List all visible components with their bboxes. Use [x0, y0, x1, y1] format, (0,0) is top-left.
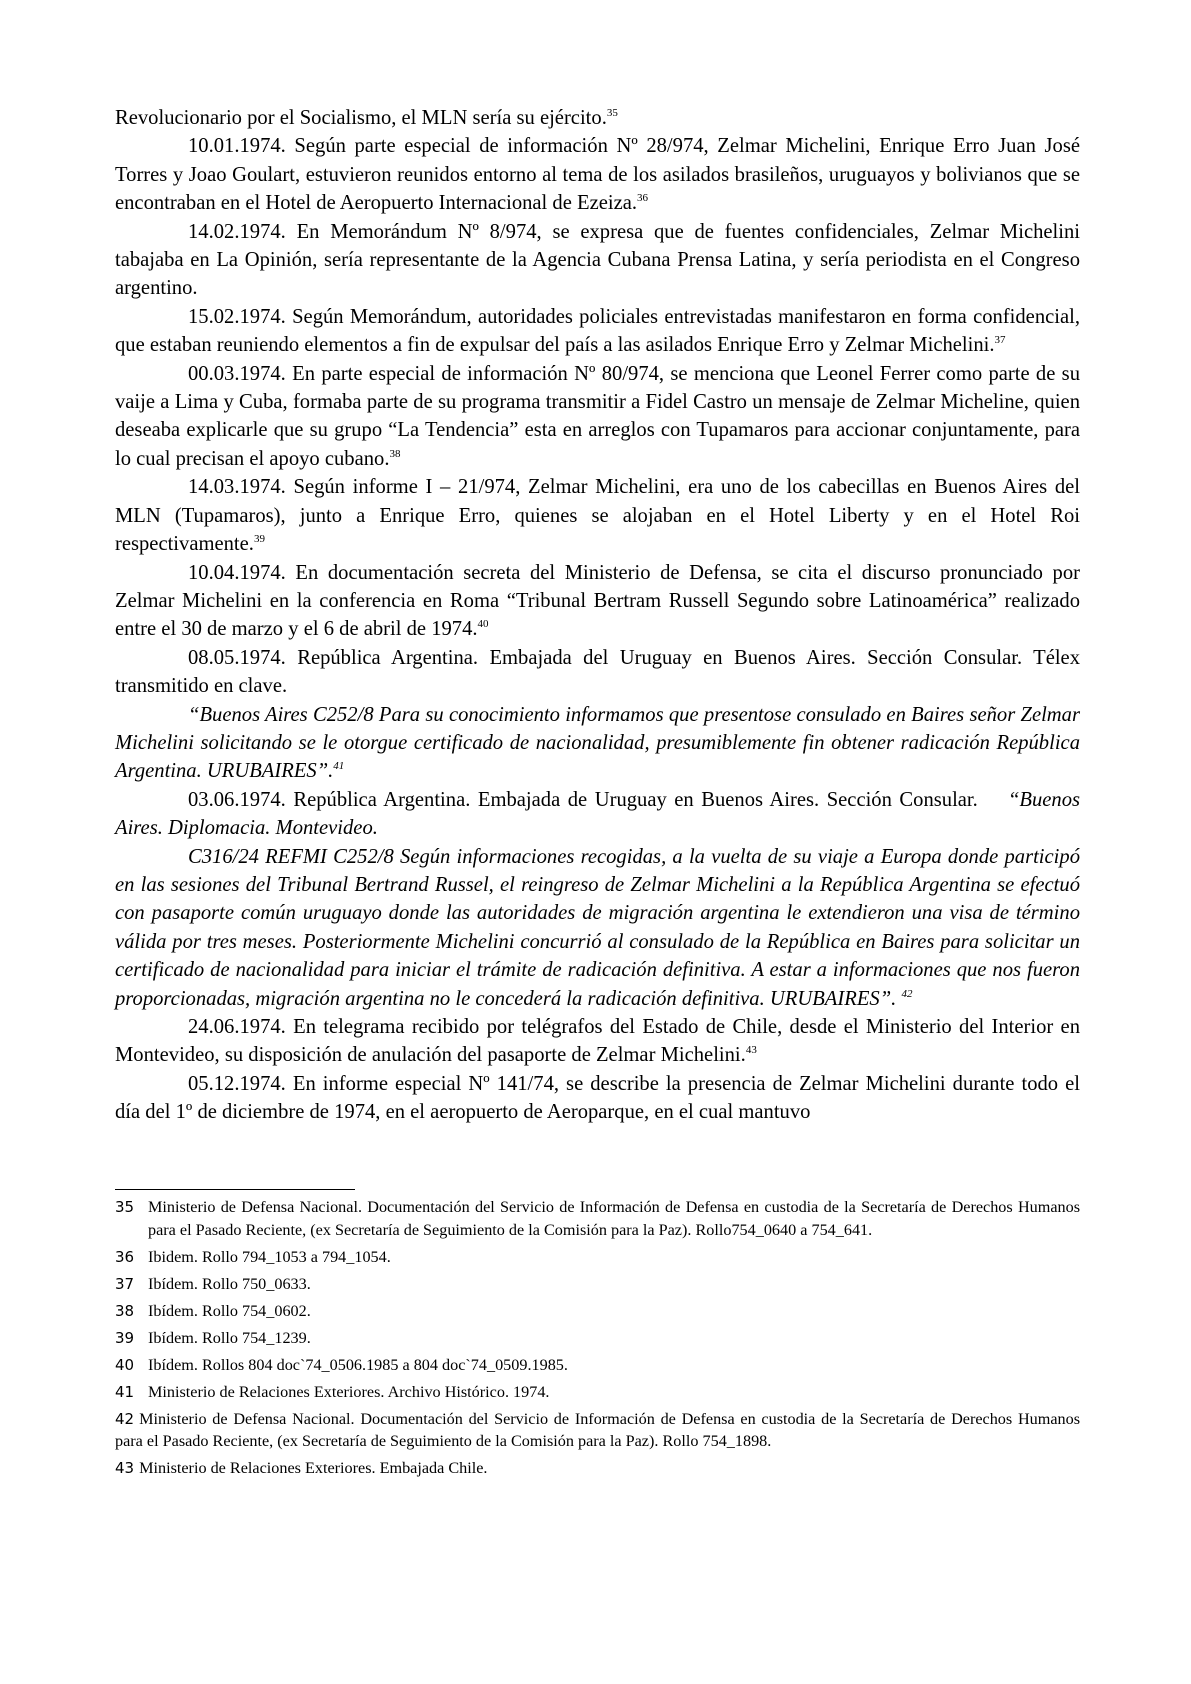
footnote-number: 42	[115, 1409, 135, 1428]
paragraph: 05.12.1974. En informe especial Nº 141/74, se describe la presencia de Zelmar Michelini durante todo el día del 1º de diciembre de 1974, en el aeropuerto de Aeroparque, en el cual mantuvo	[115, 1072, 1080, 1124]
paragraph: 00.03.1974. En parte especial de información Nº 80/974, se menciona que Leonel Ferrer como parte de su vaije a Lima y Cuba, formaba parte de su programa transmitir a Fidel Castro un mensaje de Zelmar Micheline, quien deseaba explicarle que su grupo “La Tendencia” esta en arreglos con Tupamaros para accionar conjuntamente, para lo cual precisan el apoyo cubano.$^{38}$	[115, 362, 1080, 470]
footnote-ref: 35	[606, 106, 618, 119]
footnote-number: 38	[115, 1301, 135, 1320]
quoted-telex: “Buenos Aires C252/8 Para su conocimiento informamos que presentose consulado en Baires señor Zelmar Michelini solicitando se le otorgue certificado de nacionalidad, presumiblemente fin obtener radicación República Argentina. URUBAIRES”.$^{41}$	[115, 703, 1080, 783]
footnote-number: 36	[115, 1247, 135, 1266]
footnote-ref: 40	[477, 618, 489, 631]
paragraph: 24.06.1974. En telegrama recibido por telégrafos del Estado de Chile, desde el Ministerio del Interior en Montevideo, su disposición de anulación del pasaporte de Zelmar Michelini.$^{43}$	[115, 1016, 1080, 1067]
paragraph: 10.01.1974. Según parte especial de información Nº 28/974, Zelmar Michelini, Enrique Erro Juan José Torres y Joao Goulart, estuvieron reunidos entorno al tema de los asilados brasileños, uruguayos y bolivianos que se encontraban en el Hotel de Aeropuerto Internacional de Ezeiza.$^{36}$	[115, 135, 1080, 215]
paragraph: 08.05.1974. República Argentina. Embajada del Uruguay en Buenos Aires. Sección Consular. Télex transmitido en clave.	[115, 646, 1080, 698]
paragraph: 10.04.1974. En documentación secreta del Ministerio de Defensa, se cita el discurso pronunciado por Zelmar Michelini en la conferencia en Roma “Tribunal Bertram Russell Segundo sobre Latinoamérica” realizado entre el 30 de marzo y el 6 de abril de 1974.40	[115, 561, 1080, 641]
footnote: 43 Ministerio de Relaciones Exteriores. Embajada Chile.	[115, 1457, 1080, 1480]
footnote-ref: 39	[253, 532, 265, 545]
quoted-telex: C316/24 REFMI C252/8 Según informaciones recogidas, a la vuelta de su viaje a Europa donde participó en las sesiones del Tribunal Bertrand Russel, el reingreso de Zelmar Michelini a la República Argentina se efectuó con pasaporte común uruguayo donde las autoridades de migración argentina le extendieron una visa de término válida por tres meses. Posteriormente Michelini concurrió al consulado de la República en Baires para solicitar un certificado de nacionalidad para iniciar el trámite de radicación definitiva. A estar a informaciones que nos fueron proporcionadas, migración argentina no le concederá la radicación definitiva. URUBAIRES”. $^{42}$	[115, 845, 1080, 1010]
footnote: 41 Ministerio de Relaciones Exteriores. Archivo Histórico. 1974.	[115, 1381, 1080, 1404]
quoted-telex-heading: “Buenos Aires. Diplomacia. Montevideo.	[115, 788, 1081, 840]
footnote-ref: 41	[333, 760, 345, 773]
footnote: 36 Ibidem. Rollo 794_1053 a 794_1054.	[115, 1246, 1080, 1269]
body-text	[115, 104, 1080, 1127]
paragraph: 15.02.1974. Según Memorándum, autoridades policiales entrevistadas manifestaron en forma confidencial, que estaban reuniendo elementos a fin de expulsar del país a las asilados Enrique Erro y Zelmar Michelini.$^{37}$	[115, 305, 1080, 357]
footnote: 35 Ministerio de Defensa Nacional. Documentación del Servicio de Información de Defensa en custodia de la Secretaría de Derechos Humanos para el Pasado Reciente, (ex Secretaría de Seguimiento de la Comisión para la Paz). Rollo754_0640 a 754_641.	[115, 1198, 1080, 1239]
footnotes	[115, 1196, 1080, 1484]
footnote-ref: 43	[745, 1044, 757, 1057]
footnote: 40 Ibídem. Rollos 804 doc`74_0506.1985 a 804 doc`74_0509.1985.	[115, 1354, 1080, 1377]
paragraph: Revolucionario por el Socialismo, el MLN sería su ejército.$^{35}$	[115, 106, 618, 129]
footnote-number: 37	[115, 1274, 135, 1293]
footnote-ref: 36	[637, 191, 649, 204]
paragraph: 14.02.1974. En Memorándum Nº 8/974, se expresa que de fuentes confidenciales, Zelmar Michelini tabajaba en La Opinión, sería representante de la Agencia Cubana Prensa Latina, y sería periodista en el Congreso argentino.	[115, 220, 1080, 300]
footnote-number: 43	[115, 1459, 135, 1477]
footnote-ref: 42	[901, 987, 913, 1000]
footnote: 37 Ibídem. Rollo 750_0633.	[115, 1273, 1080, 1296]
footnote-number: 35	[115, 1198, 135, 1216]
footnote: 39 Ibídem. Rollo 754_1239.	[115, 1327, 1080, 1350]
footnote: 38 Ibídem. Rollo 754_0602.	[115, 1300, 1080, 1323]
paragraph: 14.03.1974. Según informe I – 21/974, Zelmar Michelini, era uno de los cabecillas en Buenos Aires del MLN (Tupamaros), junto a Enrique Erro, quienes se alojaban en el Hotel Liberty y en el Hotel Roi respectivamente.$^{39}$	[115, 476, 1080, 556]
footnote-divider	[115, 1189, 355, 1190]
footnote-ref: 38	[389, 447, 401, 460]
footnote-number: 39	[115, 1328, 135, 1347]
footnote-ref: 37	[994, 334, 1006, 346]
footnote-number: 40	[115, 1355, 135, 1374]
footnote-number: 41	[115, 1382, 135, 1401]
footnote: 42 Ministerio de Defensa Nacional. Documentación del Servicio de Información de Defensa en custodia de la Secretaría de Derechos Humanos para el Pasado Reciente, (ex Secretaría de Seguimiento de la Comisión para la Paz). Rollo 754_1898.	[115, 1409, 1080, 1450]
paragraph: 03.06.1974. República Argentina. Embajada de Uruguay en Buenos Aires. Sección Consular. “Buenos Aires. Diplomacia. Montevideo.	[115, 788, 1081, 840]
